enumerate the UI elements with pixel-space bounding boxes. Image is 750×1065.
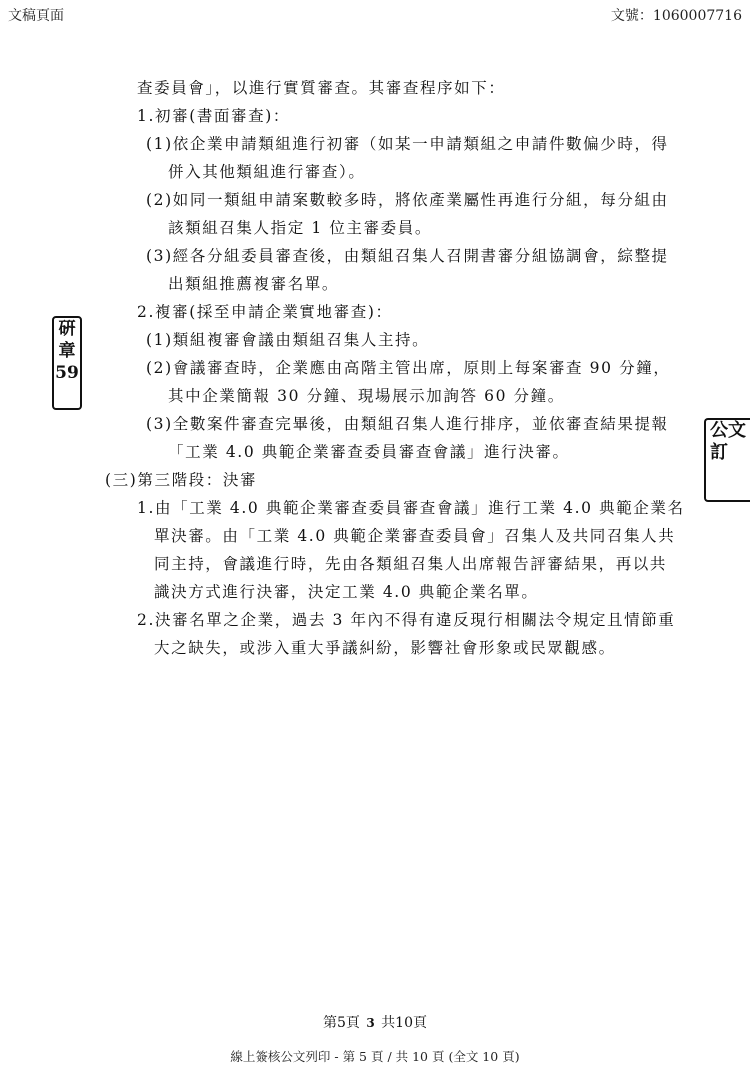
- body-line: 大之缺失，或涉入重大爭議糾紛，影響社會形象或民眾觀感。: [154, 639, 616, 657]
- body-line: 其中企業簡報 30 分鐘、現場展示加詢答 60 分鐘。: [168, 387, 565, 405]
- seal-char: 硏: [58, 319, 76, 339]
- body-line: 出類組推薦複審名單。: [168, 275, 340, 293]
- seal-char: 公文: [710, 420, 746, 441]
- body-line: 2.決審名單之企業，過去 3 年內不得有違反現行相關法令規定且情節重: [137, 611, 676, 629]
- body-line: (1)依企業申請類組進行初審（如某一申請類組之申請件數偏少時，得: [146, 135, 669, 153]
- seal-char: 章: [58, 341, 76, 361]
- section-heading-stage-three: (三)第三階段：決審: [105, 471, 258, 489]
- body-line: 查委員會」，以進行實質審查。其審查程序如下：: [137, 79, 506, 97]
- header-doc-number: 文號：1060007716: [610, 8, 742, 24]
- seal-stamp-right: [704, 418, 750, 502]
- body-line: 單決審。由「工業 4.0 典範企業審查委員會」召集人及共同召集人共: [154, 527, 676, 545]
- body-line: (3)全數案件審查完畢後，由類組召集人進行排序，並依審查結果提報: [146, 415, 669, 433]
- seal-char: 59: [55, 363, 79, 383]
- page-mark: 3: [366, 1016, 375, 1030]
- body-line: 併入其他類組進行審查）。: [168, 163, 366, 181]
- page-total: 共10頁: [381, 1015, 427, 1031]
- section-heading-second-review: 2.複審(採至申請企業實地審查)：: [137, 303, 393, 321]
- body-line: (2)如同一類組申請案數較多時，將依產業屬性再進行分組，每分組由: [146, 191, 669, 209]
- page-current: 第5頁: [322, 1015, 360, 1031]
- body-line: 「工業 4.0 典範企業審查委員審查會議」進行決審。: [168, 443, 570, 461]
- body-line: 該類組召集人指定 1 位主審委員。: [168, 219, 432, 237]
- section-heading-initial-review: 1.初審(書面審查)：: [137, 107, 290, 125]
- body-line: (1)類組複審會議由類組召集人主持。: [146, 331, 430, 349]
- print-footer: 線上簽核公文列印 - 第 5 頁 / 共 10 頁 (全文 10 頁): [230, 1049, 520, 1064]
- body-line: 同主持，會議進行時，先由各類組召集人出席報告評審結果，再以共: [154, 555, 668, 573]
- page-number: [0, 1012, 750, 1032]
- body-line: (3)經各分組委員審查後，由類組召集人召開書審分組協調會，綜整提: [146, 247, 669, 265]
- body-line: 1.由「工業 4.0 典範企業審查委員審查會議」進行工業 4.0 典範企業名: [137, 499, 685, 517]
- seal-char: 訂: [710, 442, 728, 463]
- body-line: (2)會議審查時，企業應由高階主管出席，原則上每案審查 90 分鐘，: [146, 359, 671, 377]
- header-doc-label: 文稿頁面: [8, 8, 64, 24]
- body-line: 識決方式進行決審，決定工業 4.0 典範企業名單。: [154, 583, 539, 601]
- seal-stamp-left: [52, 316, 82, 410]
